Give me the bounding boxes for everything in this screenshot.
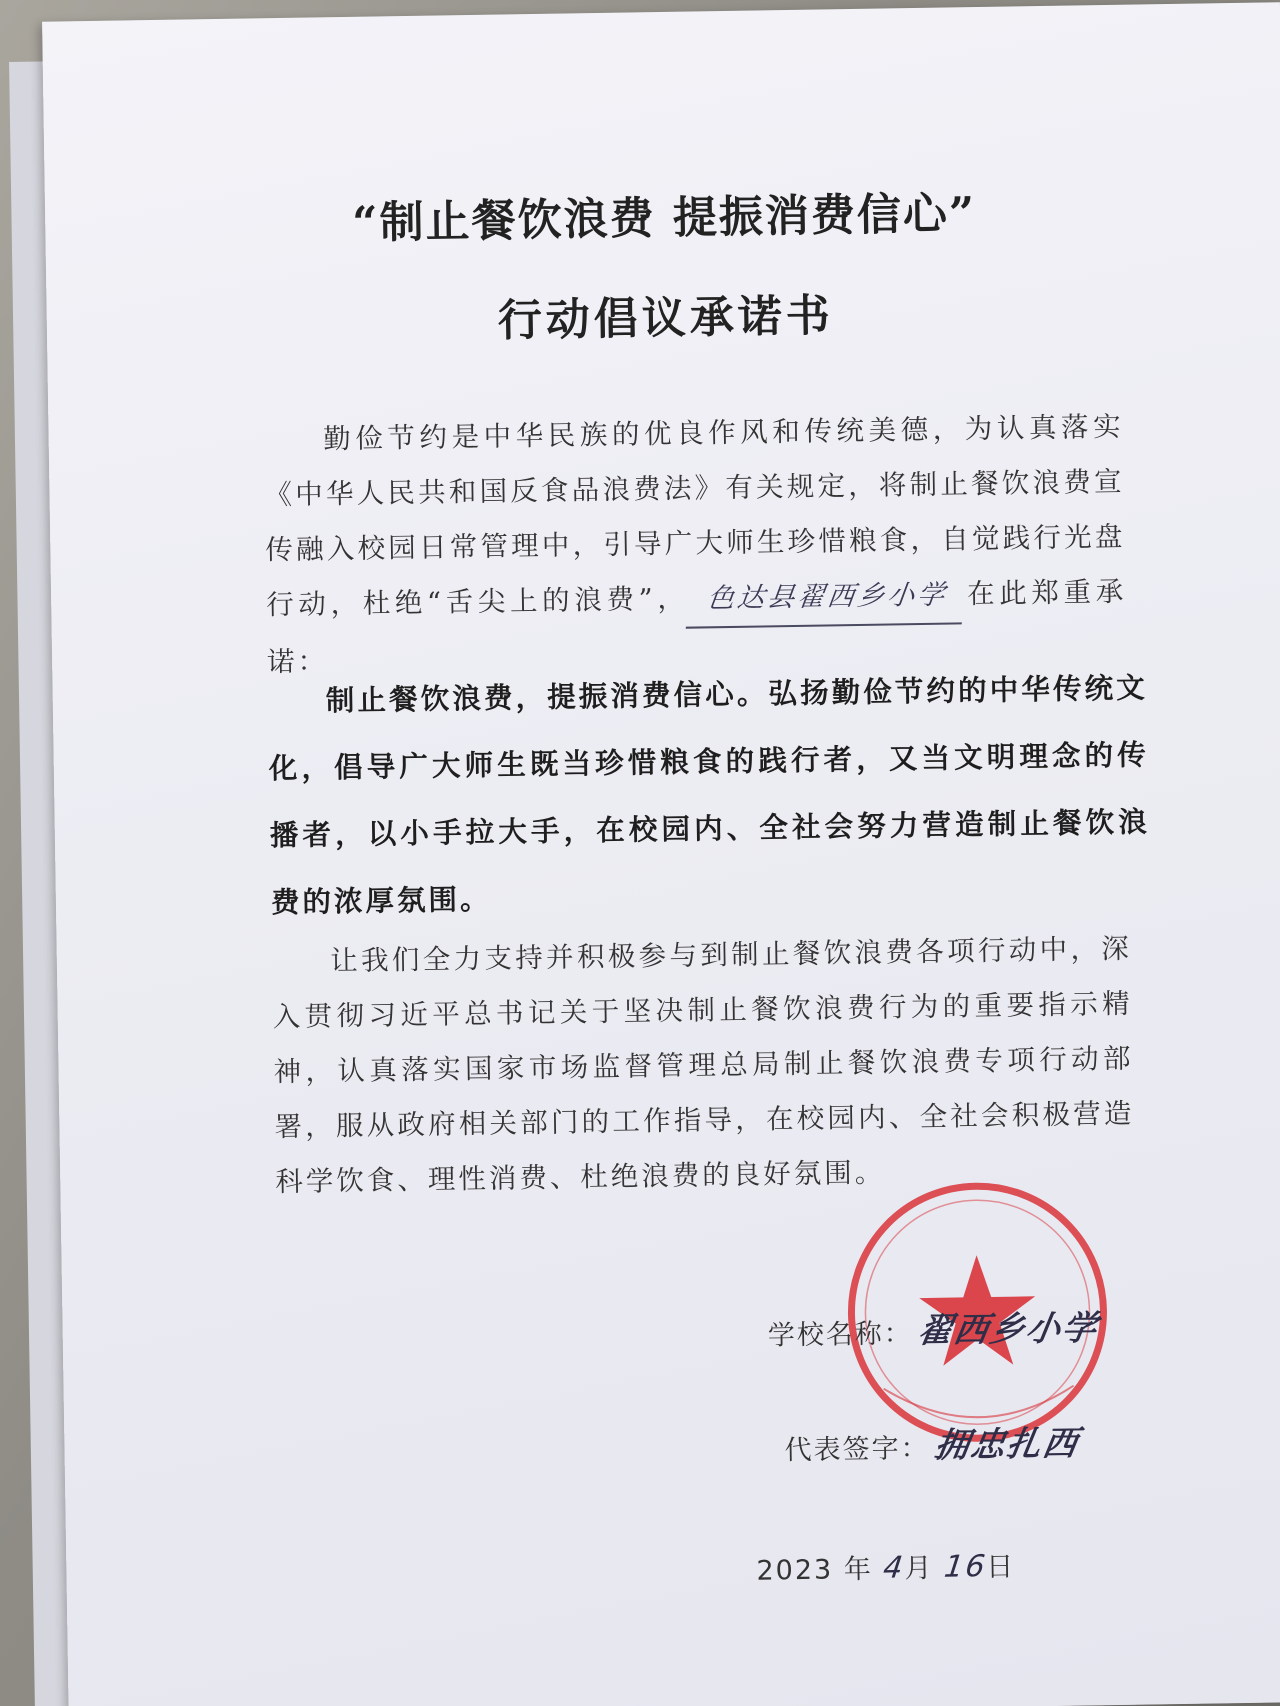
date-month-unit: 月 [904,1552,934,1585]
intro-text: 勤俭节约是中华民族的优良作风和传统美德，为认真落实《中华人民共和国反食品浪费法》有关规定，将制止餐饮浪费宣传融入校园日常管理中，引导广大师生珍惜粮食，自觉践行光盘行动，杜绝“舌尖上的浪费”， [264,410,1126,622]
document-title-line1: “制止餐饮浪费 提振消费信心” [351,188,977,249]
school-name-label: 学校名称： [767,1318,914,1352]
handwritten-representative-signature: 拥忠扎西 [931,1423,1083,1466]
date-day-unit: 日 [986,1551,1016,1584]
document-page [42,2,1280,1706]
handwritten-day: 16 [941,1549,989,1585]
handwritten-school-signature: 翟西乡小学 [914,1308,1102,1352]
school-name-row [767,1300,1102,1354]
handwritten-month: 4 [881,1550,907,1586]
paragraph-call-to-action [271,922,1135,1210]
paragraph-commitment [267,654,1151,936]
representative-label: 代表签字： [784,1432,930,1467]
document-title-line2: 行动倡议承诺书 [497,290,835,347]
representative-row [784,1416,1083,1470]
paragraph-intro [263,400,1127,690]
commitment-text: 制止餐饮浪费，提振消费信心。弘扬勤俭节约的中华传统文化，倡导广大师生既当珍惜粮食的践行者，又当文明理念的传播者，以小手拉大手，在校园内、全社会努力营造制止餐饮浪费的浓厚氛围。 [268,670,1151,920]
handwritten-school-name: 色达县翟西乡小学 [686,567,969,628]
date-year-unit: 年 [843,1553,874,1586]
date-year: 2023 [756,1554,834,1587]
date-row [756,1545,1015,1588]
call-to-action-text: 让我们全力支持并积极参与到制止餐饮浪费各项行动中，深入贯彻习近平总书记关于坚决制止餐饮浪费行为的重要指示精神，认真落实国家市场监督管理总局制止餐饮浪费专项行动部署，服从政府相关部门的工作指导，在校园内、全社会积极营造科学饮食、理性消费、杜绝浪费的良好氛围。 [272,932,1135,1199]
intro-text-end: 在此郑重承诺： [266,575,1127,679]
